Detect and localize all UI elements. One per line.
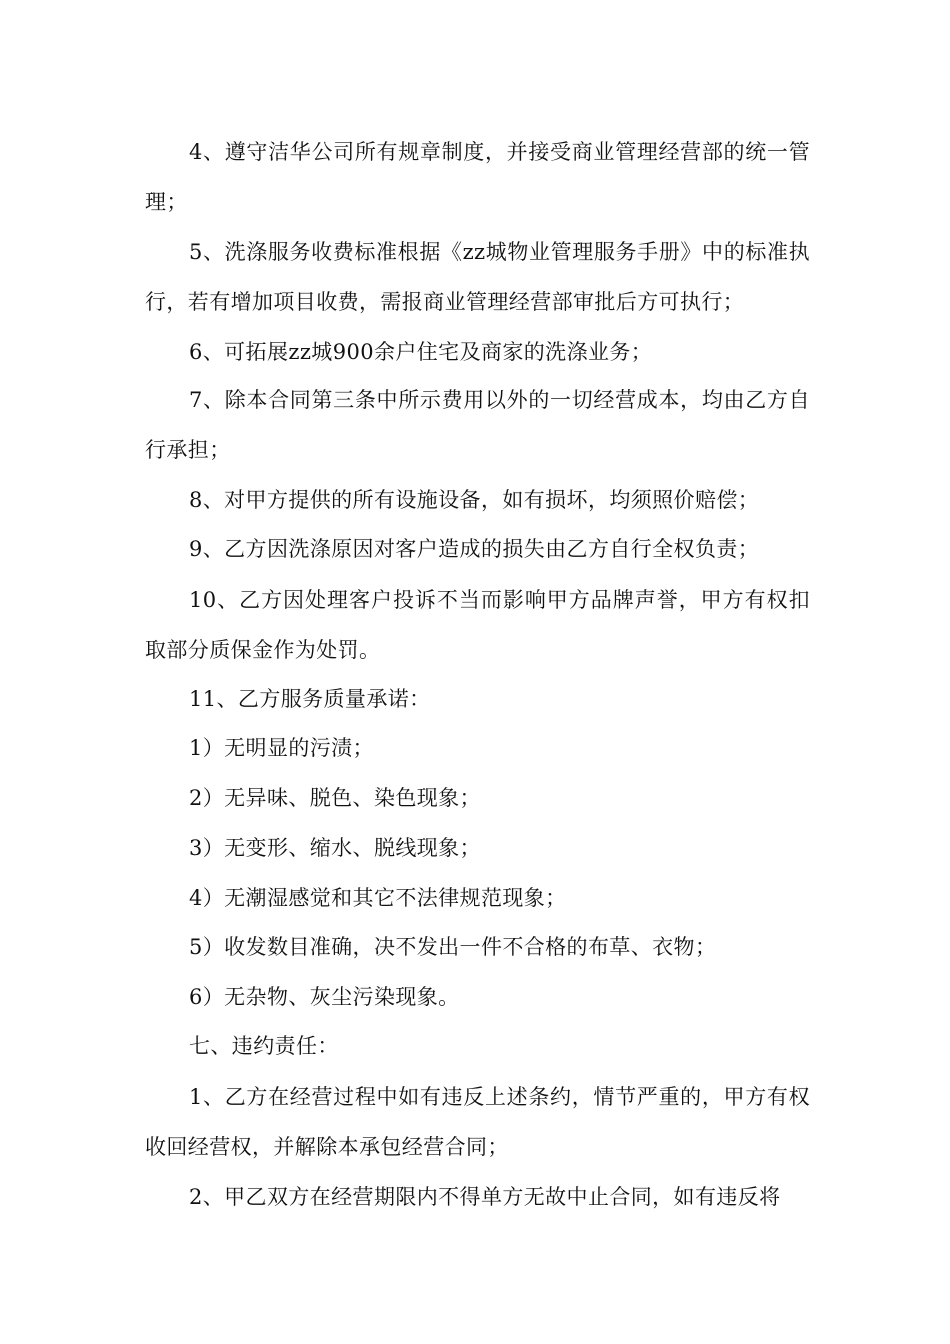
quality-item-5: 5）收发数目准确，决不发出一件不合格的布草、衣物； — [189, 935, 717, 959]
clause-6: 6、可拓展zz城900余户住宅及商家的洗涤业务； — [189, 340, 653, 364]
breach-clause-1: 1、乙方在经营过程中如有违反上述条约，情节严重的，甲方有权收回经营权，并解除本承包经营合同； — [145, 1085, 810, 1159]
clause-4: 4、遵守洁华公司所有规章制度，并接受商业管理经营部的统一管理； — [145, 140, 810, 214]
clause-9: 9、乙方因洗涤原因对客户造成的损失由乙方自行全权负责； — [189, 537, 760, 561]
quality-item-2: 2）无异味、脱色、染色现象； — [189, 786, 481, 810]
clause-11-heading: 11、乙方服务质量承诺： — [189, 687, 431, 711]
breach-clause-2: 2、甲乙双方在经营期限内不得单方无故中止合同，如有违反将 — [189, 1185, 781, 1209]
clause-7: 7、除本合同第三条中所示费用以外的一切经营成本，均由乙方自行承担； — [145, 388, 810, 462]
quality-item-4: 4）无潮湿感觉和其它不法律规范现象； — [189, 886, 567, 910]
quality-item-1: 1）无明显的污渍； — [189, 736, 374, 760]
quality-item-3: 3）无变形、缩水、脱线现象； — [189, 836, 481, 860]
clause-10: 10、乙方因处理客户投诉不当而影响甲方品牌声誉，甲方有权扣取部分质保金作为处罚。 — [145, 588, 810, 662]
section-7-heading: 七、违约责任： — [189, 1034, 339, 1058]
clause-8: 8、对甲方提供的所有设施设备，如有损坏，均须照价赔偿； — [189, 488, 760, 512]
quality-item-6: 6）无杂物、灰尘污染现象。 — [189, 985, 460, 1009]
clause-5: 5、洗涤服务收费标准根据《zz城物业管理服务手册》中的标准执行，若有增加项目收费，需报商业管理经营部审批后方可执行； — [145, 240, 810, 314]
